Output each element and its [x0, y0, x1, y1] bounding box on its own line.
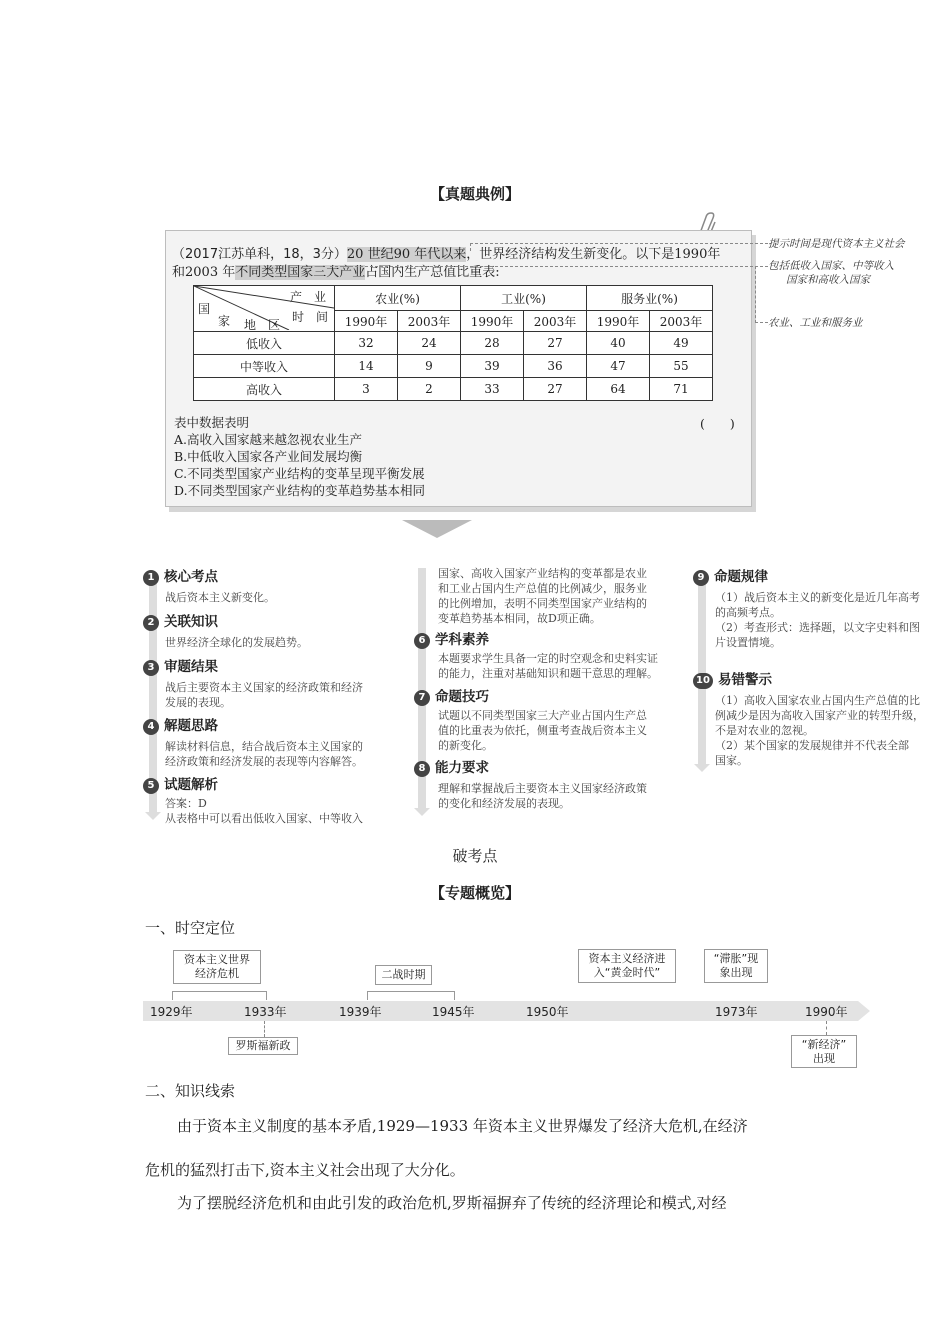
table-corner-cell: [194, 286, 335, 332]
group-agriculture: 农业(%): [335, 286, 461, 311]
table-row: [194, 355, 713, 378]
callout-line: [470, 243, 768, 244]
corner-country: 国: [198, 302, 211, 316]
row-label: 低收入: [194, 332, 335, 355]
table-cell: 36: [524, 355, 587, 378]
section-warning: 10 易错警示: [693, 668, 950, 689]
year-header: 1990年: [335, 311, 398, 332]
paragraph-1-cont: 危机的猛烈打击下,资本主义社会出现了大分化。: [145, 1161, 465, 1179]
section-ability: 8 能力要求: [414, 756, 689, 777]
year-header: 2003年: [398, 311, 461, 332]
year-1939: 1939年: [339, 1005, 382, 1019]
option-d: D.不同类型国家产业结构的变革趋势基本相同: [174, 483, 426, 498]
industry-share-table: [193, 285, 713, 401]
analysis-col-1: 1 核心考点 战后资本主义新变化。 2 关联知识 世界经济全球化的发展趋势。 3 审题结果 战后主要资本主义国家的经济政策和经济 发展的表现。 4 解题思路 解读材料信息，结合战后资本主义国家的 经济政策和经济发展的表现等内容解答。 5 试题解析 答案：D 从表格中可以看出低收入国家、中等收入: [143, 565, 403, 826]
example-heading: 【真题典例】: [429, 185, 520, 203]
callout-line: [330, 266, 768, 267]
corner-region: 地 区: [244, 318, 281, 332]
section-approach: 4 解题思路: [143, 714, 403, 735]
analysis-col-2: 国家、高收入国家产业结构的变革都是农业 和工业占国内生产总值的比例减少，服务业 的比例增加，表明不同类型国家产业结构的 变革趋势基本相同，故D项正确。 6 学科素养 本题要求学生具备一定的时空观念和史料实证 的能力，注重对基础知识和题干意思的理解。 7 命题技巧 试题以不同类型国家三大产业占国内生产总 值的比重表为依托，侧重考查战后资本主义 的新变化。 8 能力要求 理解和掌握战后主要资本主义国家经济政策 的变化和经济发展的表现。: [414, 566, 689, 811]
event-crisis: 资本主义世界 经济危机: [173, 950, 261, 984]
year-header: 1990年: [461, 311, 524, 332]
table-cell: 71: [650, 378, 713, 401]
year-1929: 1929年: [150, 1005, 193, 1019]
corner-industry: 产 业: [289, 290, 326, 304]
stem-text-2b: 占国内生产总值比重表:: [365, 265, 500, 280]
event-ww2: 二战时期: [375, 965, 432, 985]
option-a: A.高收入国家越来越忽视农业生产: [174, 432, 363, 447]
question-prompt: 表中数据表明: [174, 415, 250, 430]
group-service: 服务业(%): [587, 286, 713, 311]
year-header: 2003年: [524, 311, 587, 332]
analysis-col-3: 9 命题规律 （1）战后资本主义的新变化是近几年高考 的高频考点。 （2）考查形式：选择题，以文字史料和图 片设置情境。 10 易错警示 （1）高收入国家农业占国内生产总值的比 例减少是因为高收入国家产业的转型升级， 不是对农业的忽视。 （2）某个国家的发展规律并不代表全部 国家。: [693, 565, 950, 768]
table-cell: 40: [587, 332, 650, 355]
section-technique: 7 命题技巧: [414, 685, 689, 706]
callout-countries-2: 国家和高收入国家: [786, 274, 870, 286]
event-new-economy: “新经济” 出现: [791, 1035, 857, 1068]
breakpoint-heading: 破考点: [452, 847, 498, 865]
table-cell: 14: [335, 355, 398, 378]
number-badge: 1: [143, 570, 159, 586]
year-1933: 1933年: [244, 1005, 287, 1019]
row-label: 中等收入: [194, 355, 335, 378]
stem-text-1: ，世界经济结构发生新变化。以下是1990年: [466, 247, 721, 262]
table-cell: 2: [398, 378, 461, 401]
table-cell: 3: [335, 378, 398, 401]
corner-country-2: 家: [218, 314, 231, 328]
event-stagflation: “滞胀”现 象出现: [704, 949, 768, 983]
paragraph-1: 由于资本主义制度的基本矛盾,1929—1933 年资本主义世界爆发了经济大危机,在经济: [177, 1117, 748, 1135]
table-cell: 47: [587, 355, 650, 378]
section-core: 1 核心考点: [143, 565, 403, 586]
callout-line: [470, 243, 471, 251]
down-arrow-icon: [402, 520, 472, 538]
table-cell: 39: [461, 355, 524, 378]
part2-heading: 二、知识线索: [145, 1082, 236, 1100]
bracket-crisis: [172, 991, 267, 1000]
event-new-deal: 罗斯福新政: [228, 1037, 298, 1055]
callout-time: 提示时间是现代资本主义社会: [768, 238, 905, 250]
table-cell: 33: [461, 378, 524, 401]
question-source: （2017江苏单科，18，3分）: [172, 247, 347, 262]
year-header: 2003年: [650, 311, 713, 332]
section-literacy: 6 学科素养: [414, 628, 689, 649]
table-row: [194, 378, 713, 401]
highlight-countries: 不同类型国家三大产业: [235, 265, 366, 280]
callout-industries: 农业、工业和服务业: [768, 317, 863, 329]
table-cell: 28: [461, 332, 524, 355]
bracket-ww2: [367, 991, 455, 1000]
table-cell: 55: [650, 355, 713, 378]
event-golden-age: 资本主义经济进 入“黄金时代”: [578, 949, 676, 983]
part1-heading: 一、时空定位: [145, 919, 236, 937]
connector-neweco: [826, 1021, 827, 1035]
option-c: C.不同类型国家产业结构的变革呈现平衡发展: [174, 466, 425, 481]
highlight-time: 20 世纪90 年代以来: [346, 247, 467, 262]
callout-line: [755, 266, 756, 323]
table-cell: 9: [398, 355, 461, 378]
table-cell: 27: [524, 332, 587, 355]
answer-paren: ( ): [700, 416, 735, 431]
connector-newdeal: [264, 1021, 265, 1037]
table-cell: 27: [524, 378, 587, 401]
question-stem: [172, 246, 747, 282]
table-cell: 64: [587, 378, 650, 401]
overview-heading: 【专题概览】: [429, 884, 520, 902]
question-options: [174, 414, 425, 499]
section-pattern: 9 命题规律: [693, 565, 950, 586]
table-cell: 32: [335, 332, 398, 355]
year-1945: 1945年: [432, 1005, 475, 1019]
row-label: 高收入: [194, 378, 335, 401]
year-1950: 1950年: [526, 1005, 569, 1019]
table-cell: 49: [650, 332, 713, 355]
paragraph-2: 为了摆脱经济危机和由此引发的政治危机,罗斯福摒弃了传统的经济理论和模式,对经: [177, 1194, 727, 1212]
year-header: 1990年: [587, 311, 650, 332]
section-related: 2 关联知识: [143, 610, 403, 631]
callout-countries: 包括低收入国家、中等收入: [768, 260, 894, 272]
table-row: [194, 332, 713, 355]
table-cell: 24: [398, 332, 461, 355]
year-1973: 1973年: [715, 1005, 758, 1019]
corner-time: 时 间: [291, 310, 328, 324]
section-review: 3 审题结果: [143, 655, 403, 676]
callout-line: [755, 322, 768, 323]
option-b: B.中低收入国家各产业间发展均衡: [174, 449, 363, 464]
year-1990: 1990年: [805, 1005, 848, 1019]
stem-text-2a: 和2003 年: [172, 265, 236, 280]
section-solution: 5 试题解析: [143, 773, 403, 794]
group-industry: 工业(%): [461, 286, 587, 311]
